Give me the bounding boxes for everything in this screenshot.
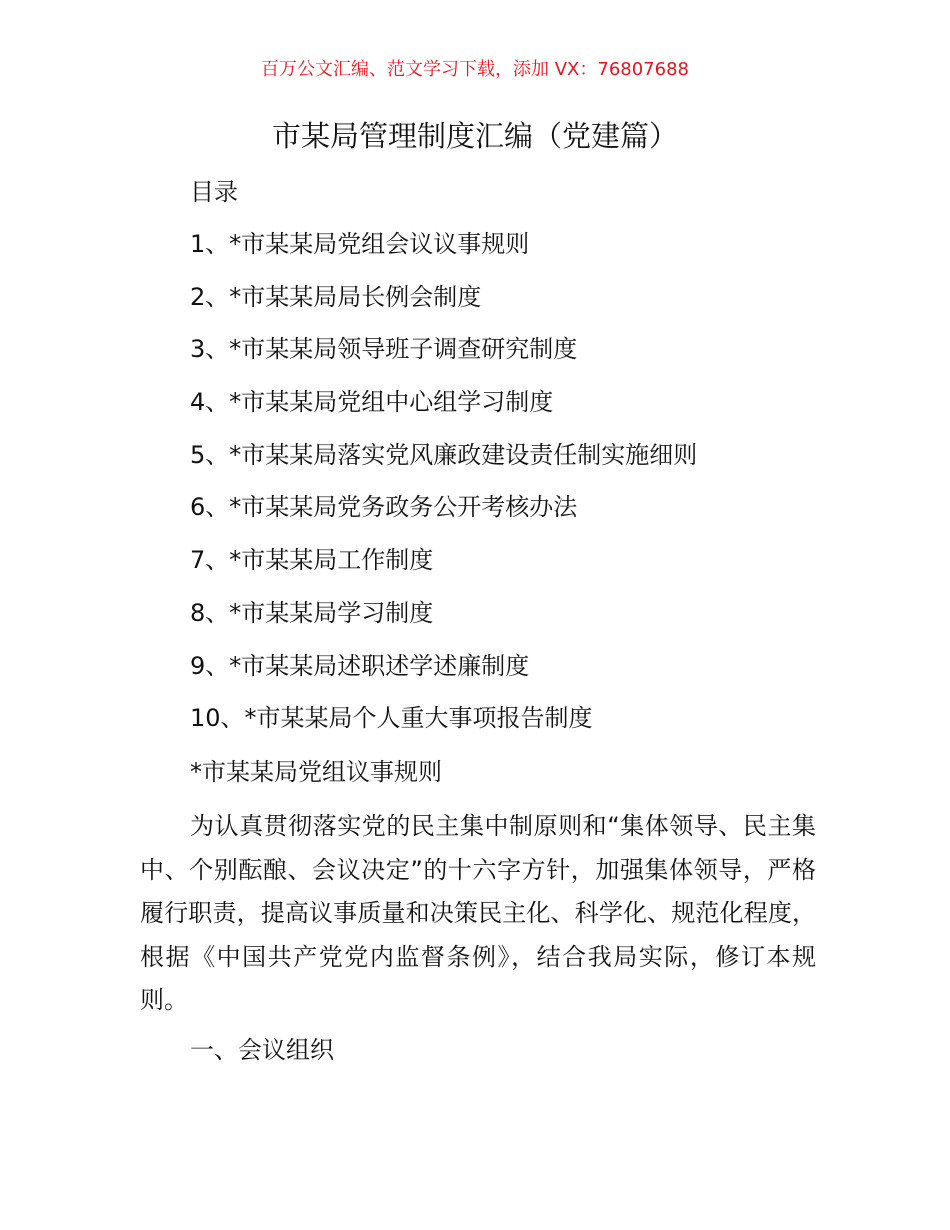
- subheading-meeting-organization: 一、会议组织: [190, 1036, 334, 1064]
- document-title: 市某局管理制度汇编（党建篇）: [271, 119, 678, 153]
- toc-heading: 目录: [190, 178, 238, 206]
- toc-item-5: 5、*市某某局落实党风廉政建设责任制实施细则: [190, 440, 698, 469]
- intro-paragraph: 为认真贯彻落实党的民主集中制原则和“集体领导、民主集中、个别酝酿、会议决定”的十六字方针，加强集体领导，严格履行职责，提高议事质量和决策民主化、科学化、规范化程度，根据《中国共产党党内监督条例》，结合我局实际，修订本规则。: [140, 812, 816, 1014]
- toc-item-1: 1、*市某某局党组会议议事规则: [190, 230, 530, 258]
- toc-item-6: 6、*市某某局党务政务公开考核办法: [190, 493, 578, 522]
- toc-item-3: 3、*市某某局领导班子调查研究制度: [190, 335, 578, 364]
- toc-item-8: 8、*市某某局学习制度: [190, 598, 434, 627]
- section-title: *市某某局党组议事规则: [190, 758, 442, 786]
- toc-item-2: 2、*市某某局局长例会制度: [190, 282, 482, 311]
- watermark-banner: 百万公文汇编、范文学习下载，添加 VX：76807688: [261, 59, 689, 80]
- toc-item-7: 7、*市某某局工作制度: [190, 546, 434, 575]
- table-of-contents: [190, 228, 697, 755]
- toc-item-4: 4、*市某某局党组中心组学习制度: [190, 388, 554, 417]
- toc-item-9: 9、*市某某局述职述学述廉制度: [190, 651, 530, 680]
- toc-item-10: 10、*市某某局个人重大事项报告制度: [190, 704, 593, 733]
